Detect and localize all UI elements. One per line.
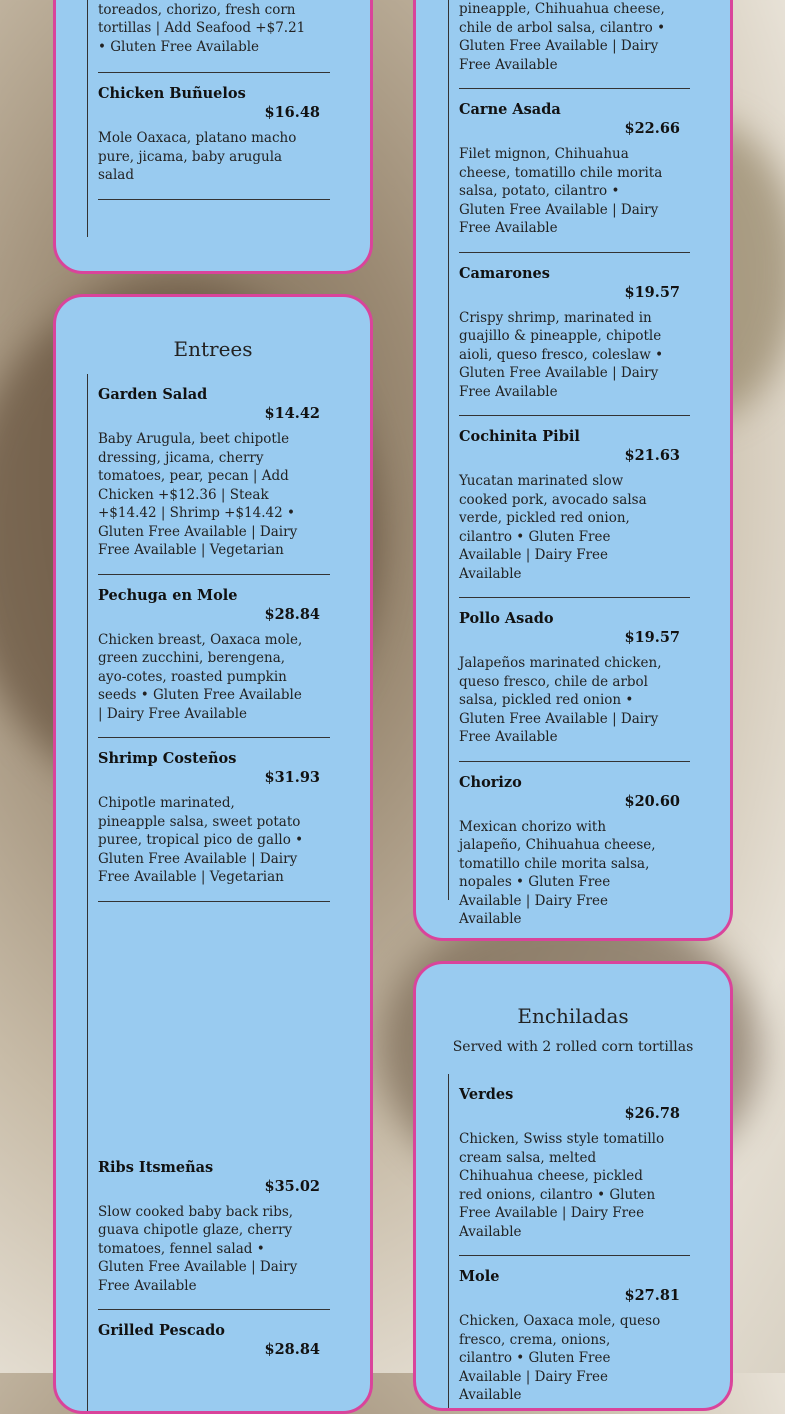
item-price: $14.42	[264, 405, 320, 422]
item-description: Yucatan marinated slow cooked pork, avocado salsa verde, pickled red onion, cilantro • Gluten Free Available | Dairy Free Available	[459, 473, 647, 582]
item-description: toreados, chorizo, fresh corn tortillas | Add Seafood +$7.21 • Gluten Free Available	[98, 1, 306, 55]
menu-item	[88, 1310, 330, 1358]
item-name: Pechuga en Mole	[98, 586, 238, 604]
item-name: Pollo Asado	[459, 610, 554, 627]
enchiladas-card	[413, 961, 733, 1411]
item-price: $19.57	[624, 629, 680, 646]
item-name: Ribs Itsmeñas	[98, 1158, 214, 1176]
item-description: pineapple, Chihuahua cheese, chile de arbol salsa, cilantro • Gluten Free Available | Dairy Free Available	[459, 1, 666, 73]
item-name: Carne Asada	[459, 101, 561, 118]
enchiladas-list	[448, 1074, 690, 1408]
item-price: $27.81	[624, 1287, 680, 1304]
section-subtitle: Served with 2 rolled corn tortillas	[452, 1039, 694, 1055]
menu-item	[449, 89, 690, 253]
menu-item	[449, 598, 690, 762]
menu-item	[88, 73, 330, 200]
item-description: Jalapeños marinated chicken, queso fresco, chile de arbol salsa, pickled red onion • Gluten Free Available | Dairy Free Available	[459, 655, 662, 745]
menu-item	[449, 253, 690, 417]
menu-item	[88, 0, 330, 73]
item-description: Mexican chorizo with jalapeño, Chihuahua cheese, tomatillo chile morita salsa, nopales • Gluten Free Available | Dairy Free Available	[459, 818, 656, 927]
entrees-continued-list	[448, 0, 690, 927]
item-description: Chicken, Swiss style tomatillo cream salsa, melted Chihuahua cheese, pickled red onions, cilantro • Gluten Free Available | Dairy Free Available	[459, 1131, 665, 1240]
item-price: $19.57	[624, 283, 680, 301]
section-title: Enchiladas	[517, 1004, 629, 1028]
menu-item	[449, 1256, 690, 1405]
menu-item	[449, 416, 690, 598]
item-description: Crispy shrimp, marinated in guajillo & pineapple, chipotle aioli, queso fresco, coleslaw • Gluten Free Available | Dairy Free Available	[459, 309, 664, 400]
menu-item	[449, 1074, 690, 1256]
item-name: Cochinita Pibil	[459, 428, 580, 445]
item-price: $28.84	[264, 605, 320, 623]
appetizers-list	[87, 0, 330, 237]
item-price: $28.84	[264, 1341, 320, 1358]
menu-item	[88, 575, 330, 739]
item-price: $20.60	[624, 792, 680, 810]
item-name: Garden Salad	[98, 386, 208, 403]
menu-item	[88, 738, 330, 902]
item-price: $31.93	[264, 769, 320, 786]
menu-item	[88, 374, 330, 575]
item-name: Grilled Pescado	[98, 1322, 225, 1339]
item-name: Shrimp Costeños	[98, 750, 237, 767]
item-name: Camarones	[459, 264, 550, 282]
item-description: Baby Arugula, beet chipotle dressing, jicama, cherry tomatoes, pear, pecan | Add Chicken +$12.36 | Steak +$14.42 | Shrimp +$14.42 • Gluten Free Available | Dairy Free Available | Vegetarian	[98, 431, 298, 558]
menu-item	[88, 1147, 330, 1311]
item-description: Chicken, Oaxaca mole, queso fresco, crema, onions, cilantro • Gluten Free Available | Dairy Free Available	[459, 1313, 661, 1403]
item-price: $35.02	[264, 1177, 320, 1195]
menu-item	[449, 762, 690, 942]
item-price: $16.48	[264, 104, 320, 121]
item-name: Chorizo	[459, 773, 522, 791]
item-price: $22.66	[624, 120, 680, 137]
appetizers-card	[53, 0, 373, 274]
entrees-list	[87, 374, 330, 1411]
entrees-continued-card	[413, 0, 733, 941]
item-name: Verdes	[459, 1086, 514, 1103]
item-name: Mole	[459, 1268, 500, 1285]
item-divider	[98, 901, 330, 902]
item-price: $26.78	[624, 1105, 680, 1122]
item-divider	[98, 199, 330, 200]
item-description: Filet mignon, Chihuahua cheese, tomatillo chile morita salsa, potato, cilantro • Gluten Free Available | Dairy Free Available	[459, 146, 663, 236]
empty-gap	[88, 902, 330, 1147]
item-description: Chicken breast, Oaxaca mole, green zucchini, berengena, ayo-cotes, roasted pumpkin seeds • Gluten Free Available | Dairy Free Available	[98, 631, 303, 722]
item-description: Chipotle marinated, pineapple salsa, sweet potato puree, tropical pico de gallo • Gluten Free Available | Dairy Free Available | Vegetarian	[98, 795, 304, 885]
section-title: Entrees	[173, 337, 253, 361]
entrees-card	[53, 294, 373, 1414]
item-name: Chicken Buñuelos	[98, 85, 246, 102]
menu-item	[449, 0, 690, 89]
item-description: Slow cooked baby back ribs, guava chipotle glaze, cherry tomatoes, fennel salad • Gluten Free Available | Dairy Free Available	[98, 1203, 298, 1294]
item-price: $21.63	[624, 447, 680, 464]
item-description: Mole Oaxaca, platano macho pure, jicama, baby arugula salad	[98, 130, 297, 183]
